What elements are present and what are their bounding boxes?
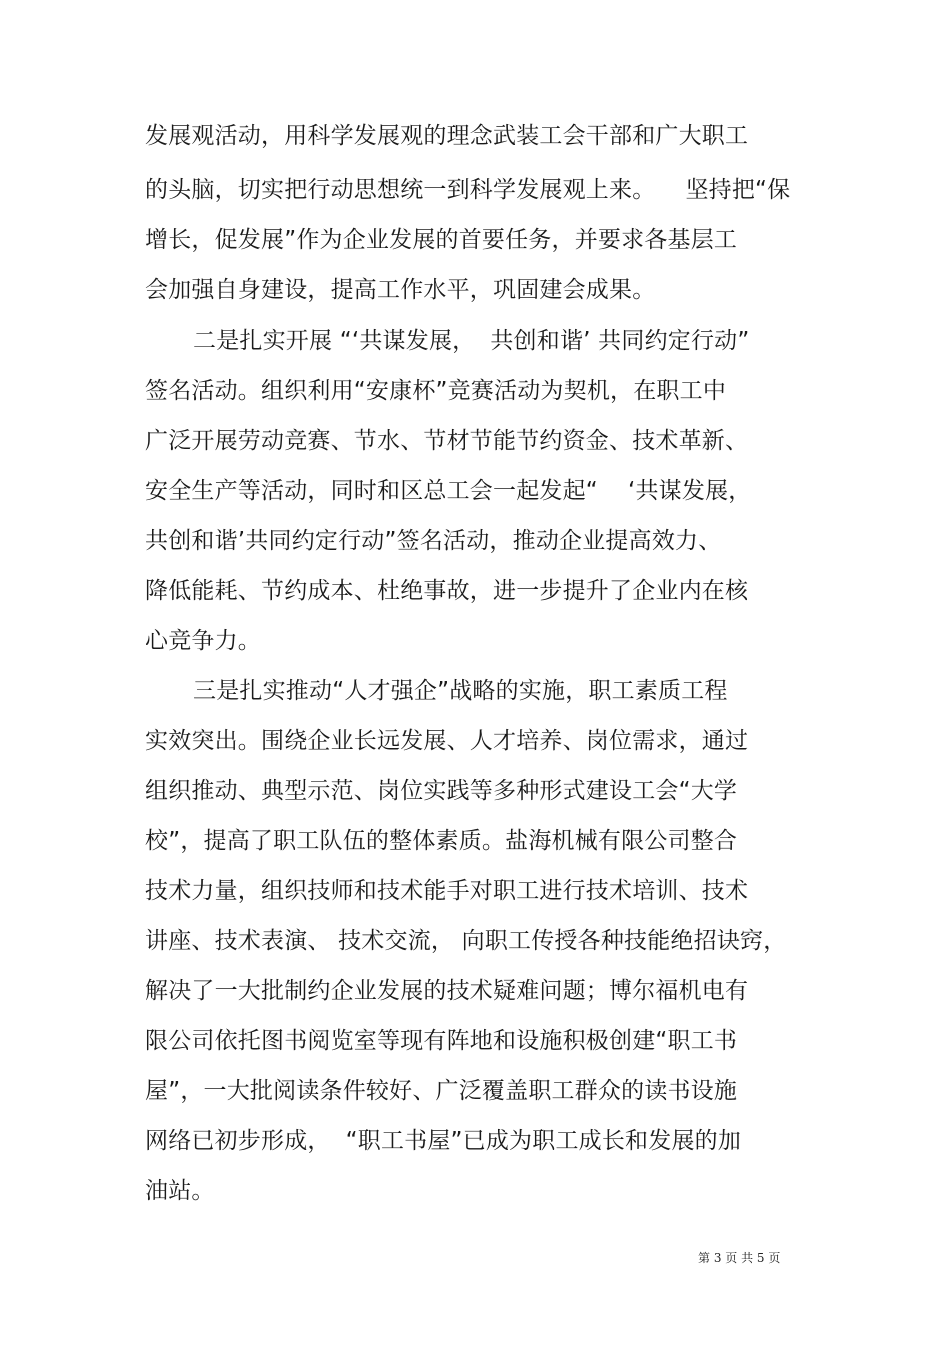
text-line: 三是扎实推动“人才强企”战略的实施，职工素质工程: [193, 678, 728, 704]
text-line: 广泛开展劳动竞赛、节水、节材节能节约资金、技术革新、: [145, 428, 749, 454]
text-line: 安全生产等活动，同时和区总工会一起发起“ ‘共谋发展，: [145, 478, 752, 504]
text-line: 校”，提高了职工队伍的整体素质。盐海机械有限公司整合: [145, 828, 738, 854]
text-line: 增长，促发展”作为企业发展的首要任务，并要求各基层工: [145, 227, 738, 253]
text-line: 会加强自身建设，提高工作水平，巩固建会成果。: [145, 277, 656, 303]
text-line: 的头脑，切实把行动思想统一到科学发展观上来。 坚持把“保: [145, 177, 791, 203]
text-line: 屋”，一大批阅读条件较好、广泛覆盖职工群众的读书设施: [145, 1078, 738, 1104]
text-line: 技术力量，组织技师和技术能手对职工进行技术培训、技术: [145, 878, 749, 904]
text-line: 签名活动。组织利用“安康杯”竞赛活动为契机，在职工中: [145, 378, 727, 404]
text-line: 解决了一大批制约企业发展的技术疑难问题；博尔福机电有: [145, 978, 749, 1004]
text-line: 实效突出。围绕企业长远发展、人才培养、岗位需求，通过: [145, 728, 749, 754]
text-line: 限公司依托图书阅览室等现有阵地和设施积极创建“职工书: [145, 1028, 738, 1054]
text-line: 降低能耗、节约成本、杜绝事故，进一步提升了企业内在核: [145, 578, 749, 604]
text-line: 组织推动、典型示范、岗位实践等多种形式建设工会“大学: [145, 778, 738, 804]
text-line: 共创和谐’共同约定行动”签名活动，推动企业提高效力、: [145, 528, 722, 554]
text-line: 网络已初步形成， “职工书屋”已成为职工成长和发展的加: [145, 1128, 742, 1154]
text-line: 讲座、技术表演、 技术交流， 向职工传授各种技能绝招诀窍，: [145, 928, 787, 954]
page-number-footer: 第 3 页 共 5 页: [698, 1251, 781, 1265]
text-line: 发展观活动，用科学发展观的理念武装工会干部和广大职工: [145, 123, 749, 149]
text-line: 油站。: [145, 1178, 215, 1204]
text-line: 心竞争力。: [145, 628, 261, 654]
text-line: 二是扎实开展 “‘共谋发展， 共创和谐’ 共同约定行动”: [193, 328, 750, 354]
